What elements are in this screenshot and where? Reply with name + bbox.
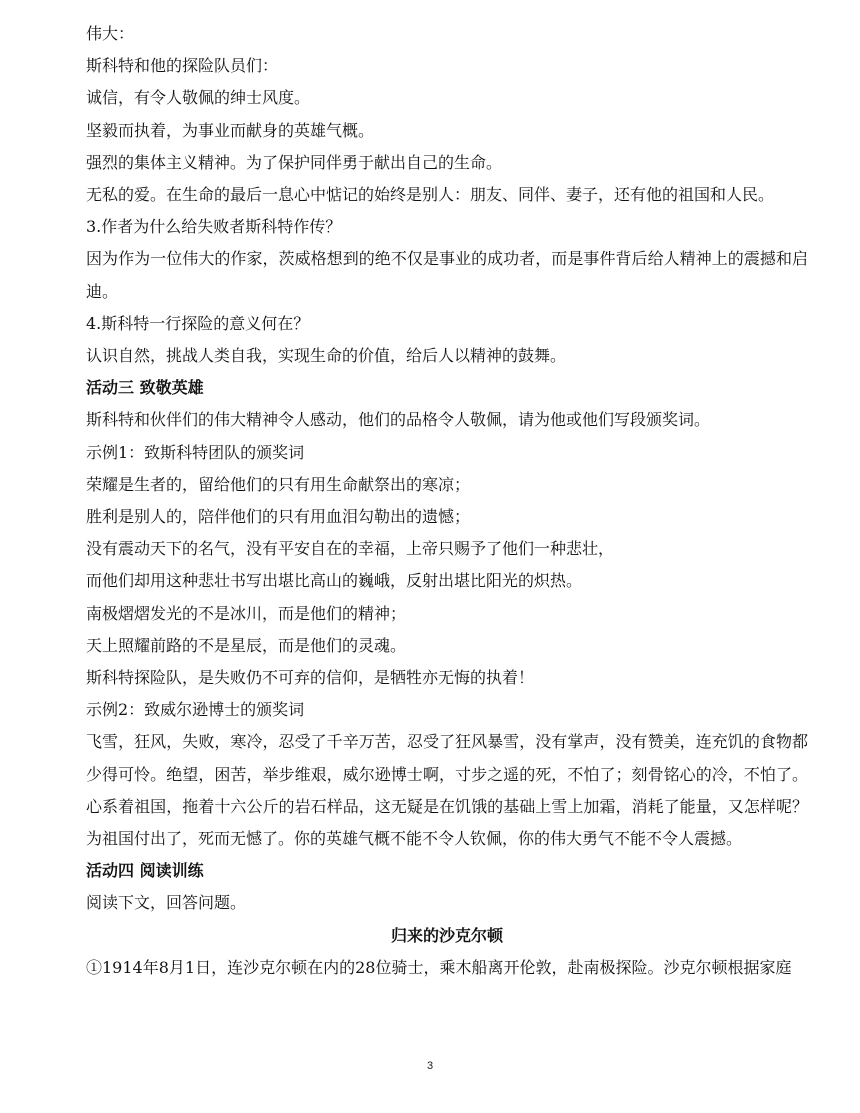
text-line: 强烈的集体主义精神。为了保护同伴勇于献出自己的生命。	[86, 152, 503, 172]
award-line: 南极熠熠发光的不是冰川，而是他们的精神；	[86, 603, 407, 623]
award-line: 胜利是别人的，陪伴他们的只有用血泪勾勒出的遗憾；	[86, 507, 471, 527]
question-4-answer: 认识自然，挑战人类自我，实现生命的价值，给后人以精神的鼓舞。	[86, 346, 567, 366]
text-line: 无私的爱。在生命的最后一息心中惦记的始终是别人：朋友、同伴、妻子，还有他的祖国和人民。	[86, 185, 775, 205]
text-line: 斯科特和他的探险队员们：	[86, 56, 279, 76]
award-line: 而他们却用这种悲壮书写出堪比高山的巍峨，反射出堪比阳光的炽热。	[86, 571, 583, 591]
example-2-label: 示例2：致威尔逊博士的颁奖词	[86, 700, 305, 720]
question-3: 3.作者为什么给失败者斯科特作传？	[86, 217, 342, 237]
activity-4-instruction: 阅读下文，回答问题。	[86, 893, 247, 913]
question-4: 4.斯科特一行探险的意义何在？	[86, 313, 310, 333]
page-content	[86, 18, 808, 984]
text-line: 坚毅而执着，为事业而献身的英雄气概。	[86, 120, 375, 140]
article-title: 归来的沙克尔顿	[390, 925, 503, 945]
example-1-label: 示例1：致斯科特团队的颁奖词	[86, 442, 305, 462]
award-line: 天上照耀前路的不是星辰，而是他们的灵魂。	[86, 635, 407, 655]
activity-3-heading: 活动三 致敬英雄	[86, 378, 204, 398]
award-line: 没有震动天下的名气，没有平安自在的幸福，上帝只赐予了他们一种悲壮，	[86, 539, 615, 559]
wilson-award-paragraph: 飞雪，狂风，失败，寒冷，忍受了千辛万苦，忍受了狂风暴雪，没有掌声，没有赞美，连充饥的食物都少得可怜。绝望，困苦，举步维艰，威尔逊博士啊，寸步之遥的死，不怕了；刻骨铭心的冷，不怕了。心系着祖国，拖着十六公斤的岩石样品，这无疑是在饥饿的基础上雪上加霜，消耗了能量，又怎样呢？为祖国付出了，死而无憾了。你的英雄气概不能不令人钦佩，你的伟大勇气不能不令人震撼。	[86, 732, 808, 849]
text-line: 伟大：	[86, 24, 135, 43]
text-line: 诚信，有令人敬佩的绅士风度。	[86, 88, 311, 108]
award-line: 斯科特探险队，是失败仍不可弃的信仰，是牺牲亦无悔的执着！	[86, 668, 535, 688]
award-line: 荣耀是生者的，留给他们的只有用生命献祭出的寒凉；	[86, 474, 471, 494]
activity-3-instruction: 斯科特和伙伴们的伟大精神令人感动，他们的品格令人敬佩，请为他或他们写段颁奖词。	[86, 410, 711, 430]
article-paragraph-1: ①1914年8月1日，连沙克尔顿在内的28位骑士，乘木船离开伦敦，赴南极探险。沙克尔顿根据家庭	[86, 957, 792, 977]
question-3-answer: 因为作为一位伟大的作家，茨威格想到的绝不仅是事业的成功者，而是事件背后给人精神上的震撼和启迪。	[86, 249, 808, 301]
page-number: 3	[426, 1060, 434, 1072]
activity-4-heading: 活动四 阅读训练	[86, 861, 204, 881]
